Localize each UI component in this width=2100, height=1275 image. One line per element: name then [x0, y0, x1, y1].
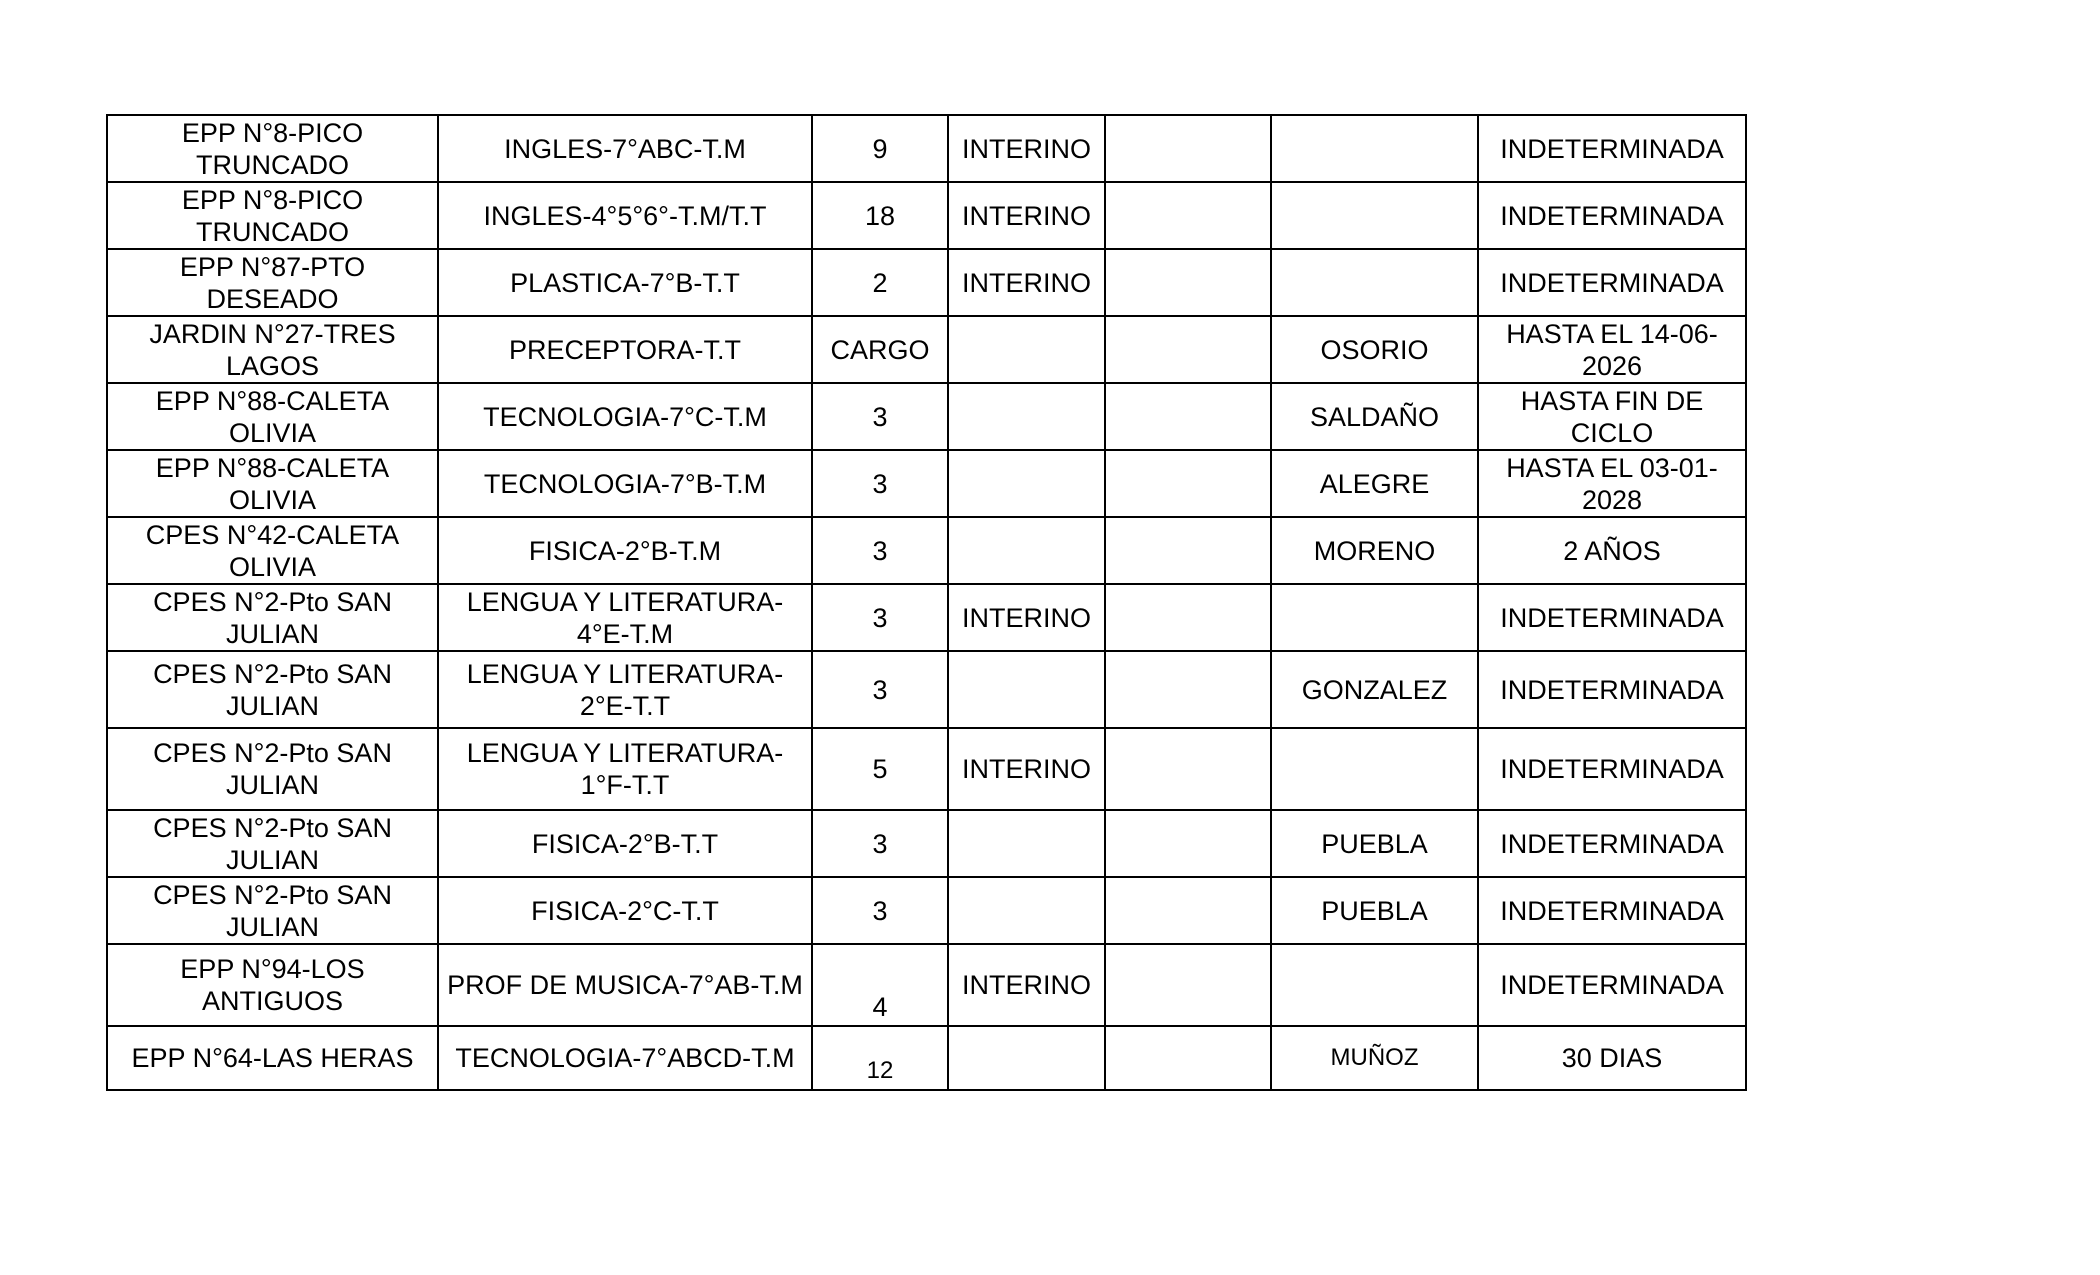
subject-cell: FISICA-2°B-T.T: [438, 810, 812, 877]
status-cell: [948, 383, 1105, 450]
table-row: [107, 810, 1746, 877]
hours-cell: 3: [812, 651, 948, 728]
table-row: [107, 383, 1746, 450]
table-row: [107, 584, 1746, 651]
blank-cell: [1105, 249, 1271, 316]
table-row: [107, 450, 1746, 517]
hours-cell: 3: [812, 517, 948, 584]
school-cell: EPP N°94-LOS ANTIGUOS: [107, 944, 438, 1026]
table-row: [107, 182, 1746, 249]
table-row: [107, 944, 1746, 1026]
subject-cell: TECNOLOGIA-7°ABCD-T.M: [438, 1026, 812, 1090]
subject-cell: LENGUA Y LITERATURA-2°E-T.T: [438, 651, 812, 728]
school-cell: CPES N°2-Pto SAN JULIAN: [107, 584, 438, 651]
blank-cell: [1105, 383, 1271, 450]
subject-cell: FISICA-2°B-T.M: [438, 517, 812, 584]
status-cell: INTERINO: [948, 182, 1105, 249]
positions-table: [106, 114, 1747, 1091]
duration-cell: INDETERMINADA: [1478, 877, 1746, 944]
blank-cell: [1105, 810, 1271, 877]
hours-cell: 3: [812, 877, 948, 944]
blank-cell: [1105, 877, 1271, 944]
table-row: [107, 728, 1746, 810]
name-cell: ALEGRE: [1271, 450, 1478, 517]
hours-cell: 3: [812, 810, 948, 877]
hours-cell: 3: [812, 383, 948, 450]
status-cell: [948, 517, 1105, 584]
school-cell: CPES N°2-Pto SAN JULIAN: [107, 651, 438, 728]
name-cell: GONZALEZ: [1271, 651, 1478, 728]
status-cell: [948, 651, 1105, 728]
school-cell: CPES N°2-Pto SAN JULIAN: [107, 877, 438, 944]
status-cell: [948, 877, 1105, 944]
status-cell: INTERINO: [948, 584, 1105, 651]
status-cell: [948, 316, 1105, 383]
hours-cell: 18: [812, 182, 948, 249]
status-cell: INTERINO: [948, 944, 1105, 1026]
school-cell: CPES N°2-Pto SAN JULIAN: [107, 810, 438, 877]
school-cell: CPES N°42-CALETA OLIVIA: [107, 517, 438, 584]
blank-cell: [1105, 450, 1271, 517]
hours-cell: 3: [812, 584, 948, 651]
hours-cell: 4: [812, 944, 948, 1026]
school-cell: CPES N°2-Pto SAN JULIAN: [107, 728, 438, 810]
duration-cell: HASTA EL 03-01-2028: [1478, 450, 1746, 517]
table-row: [107, 877, 1746, 944]
status-cell: INTERINO: [948, 249, 1105, 316]
subject-cell: LENGUA Y LITERATURA-1°F-T.T: [438, 728, 812, 810]
table-row: [107, 115, 1746, 182]
name-cell: [1271, 182, 1478, 249]
status-cell: INTERINO: [948, 115, 1105, 182]
subject-cell: TECNOLOGIA-7°C-T.M: [438, 383, 812, 450]
blank-cell: [1105, 1026, 1271, 1090]
subject-cell: INGLES-4°5°6°-T.M/T.T: [438, 182, 812, 249]
school-cell: EPP N°88-CALETA OLIVIA: [107, 450, 438, 517]
status-cell: [948, 1026, 1105, 1090]
blank-cell: [1105, 182, 1271, 249]
subject-cell: FISICA-2°C-T.T: [438, 877, 812, 944]
name-cell: MUÑOZ: [1271, 1026, 1478, 1090]
subject-cell: INGLES-7°ABC-T.M: [438, 115, 812, 182]
table-row: [107, 1026, 1746, 1090]
name-cell: PUEBLA: [1271, 877, 1478, 944]
name-cell: SALDAÑO: [1271, 383, 1478, 450]
hours-cell: 3: [812, 450, 948, 517]
table-row: [107, 517, 1746, 584]
name-cell: [1271, 249, 1478, 316]
duration-cell: INDETERMINADA: [1478, 115, 1746, 182]
blank-cell: [1105, 944, 1271, 1026]
name-cell: PUEBLA: [1271, 810, 1478, 877]
table-row: [107, 249, 1746, 316]
subject-cell: PROF DE MUSICA-7°AB-T.M: [438, 944, 812, 1026]
subject-cell: LENGUA Y LITERATURA-4°E-T.M: [438, 584, 812, 651]
name-cell: [1271, 584, 1478, 651]
duration-cell: INDETERMINADA: [1478, 249, 1746, 316]
hours-cell: CARGO: [812, 316, 948, 383]
school-cell: EPP N°88-CALETA OLIVIA: [107, 383, 438, 450]
school-cell: EPP N°8-PICO TRUNCADO: [107, 182, 438, 249]
duration-cell: INDETERMINADA: [1478, 728, 1746, 810]
school-cell: EPP N°64-LAS HERAS: [107, 1026, 438, 1090]
duration-cell: INDETERMINADA: [1478, 584, 1746, 651]
status-cell: INTERINO: [948, 728, 1105, 810]
blank-cell: [1105, 517, 1271, 584]
blank-cell: [1105, 651, 1271, 728]
duration-cell: INDETERMINADA: [1478, 810, 1746, 877]
school-cell: EPP N°87-PTO DESEADO: [107, 249, 438, 316]
name-cell: [1271, 115, 1478, 182]
status-cell: [948, 450, 1105, 517]
status-cell: [948, 810, 1105, 877]
hours-cell: 2: [812, 249, 948, 316]
name-cell: OSORIO: [1271, 316, 1478, 383]
table-row: [107, 316, 1746, 383]
subject-cell: PRECEPTORA-T.T: [438, 316, 812, 383]
subject-cell: TECNOLOGIA-7°B-T.M: [438, 450, 812, 517]
name-cell: [1271, 728, 1478, 810]
name-cell: MORENO: [1271, 517, 1478, 584]
subject-cell: PLASTICA-7°B-T.T: [438, 249, 812, 316]
duration-cell: 2 AÑOS: [1478, 517, 1746, 584]
hours-cell: 12: [812, 1026, 948, 1090]
blank-cell: [1105, 584, 1271, 651]
blank-cell: [1105, 316, 1271, 383]
duration-cell: HASTA FIN DE CICLO: [1478, 383, 1746, 450]
duration-cell: INDETERMINADA: [1478, 182, 1746, 249]
table-row: [107, 651, 1746, 728]
duration-cell: INDETERMINADA: [1478, 944, 1746, 1026]
name-cell: [1271, 944, 1478, 1026]
hours-cell: 5: [812, 728, 948, 810]
duration-cell: HASTA EL 14-06-2026: [1478, 316, 1746, 383]
duration-cell: INDETERMINADA: [1478, 651, 1746, 728]
school-cell: EPP N°8-PICO TRUNCADO: [107, 115, 438, 182]
school-cell: JARDIN N°27-TRES LAGOS: [107, 316, 438, 383]
blank-cell: [1105, 115, 1271, 182]
duration-cell: 30 DIAS: [1478, 1026, 1746, 1090]
blank-cell: [1105, 728, 1271, 810]
hours-cell: 9: [812, 115, 948, 182]
